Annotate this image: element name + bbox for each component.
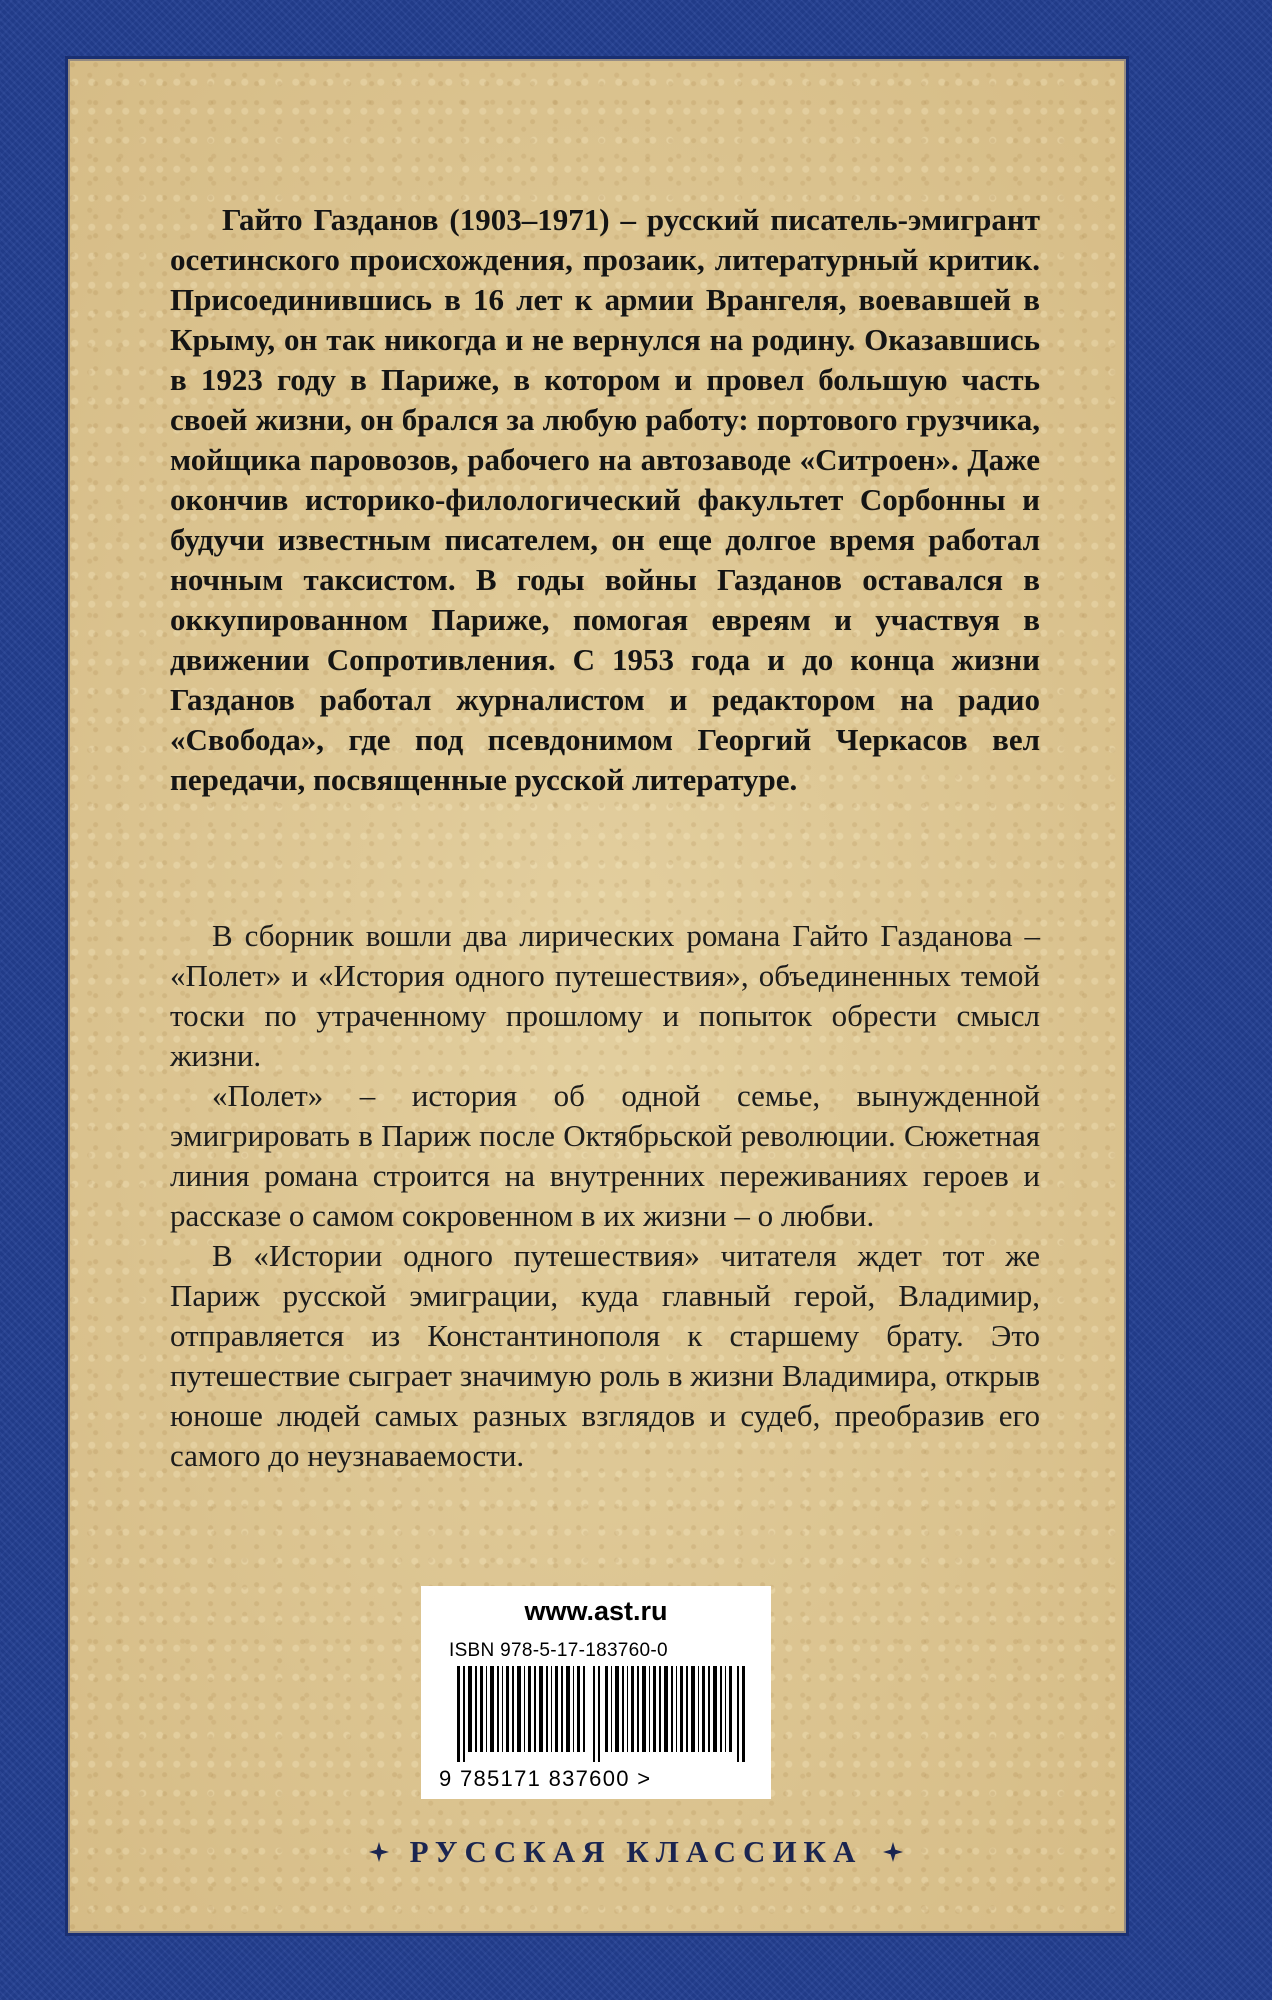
series-title: РУССКАЯ КЛАССИКА [409, 1834, 863, 1869]
author-bio [170, 200, 1040, 800]
series-footer [0, 1834, 1272, 1874]
barcode-image [457, 1666, 747, 1762]
fleuron-icon [882, 1841, 904, 1863]
description-paragraph-1: В сборник вошли два лирических романа Гайто Газданова – «Полет» и «История одного путешествия», объединенных темой тоски по утраченному прошлому и попыток обрести смысл жизни. [170, 918, 1040, 1073]
isbn-number: ISBN 978-5-17-183760-0 [449, 1640, 668, 1661]
description-paragraph-2: «Полет» – история об одной семье, вынужденной эмигрировать в Париж после Октябрьской революции. Сюжетная линия романа строится на внутренних переживаниях героев и рассказе о самом сокровенном в их жизни – о любви. [170, 1078, 1040, 1233]
book-description [170, 916, 1040, 1476]
description-paragraph-3: В «Истории одного путешествия» читателя ждет тот же Париж русской эмиграции, куда главный герой, Владимир, отправляется из Константинополя к старшему брату. Это путешествие сыграет значимую роль в жизни Владимира, открыв юноше людей самых разных взглядов и судеб, преобразив его самого до неузнаваемости. [170, 1238, 1040, 1473]
publisher-website[interactable]: www.ast.ru [524, 1596, 668, 1626]
fleuron-icon [368, 1841, 390, 1863]
isbn-box [421, 1586, 771, 1799]
bio-paragraph: Гайто Газданов (1903–1971) – русский писатель-эмигрант осетинского происхождения, прозаик, литературный критик. Присоединившись в 16 лет к армии Врангеля, воевавшей в Крыму, он так никогда и не вернулся на родину. Оказавшись в 1923 году в Париже, в котором и провел большую часть своей жизни, он брался за любую работу: портового грузчика, мойщика паровозов, рабочего на автозаводе «Ситроен». Даже окончив историко-филологический факультет Сорбонны и будучи известным писателем, он еще долгое время работал ночным таксистом. В годы войны Газданов оставался в оккупированном Париже, помогая евреям и участвуя в движении Сопротивления. С 1953 года и до конца жизни Газданов работал журналистом и редактором на радио «Свобода», где под псевдонимом Георгий Черкасов вел передачи, посвященные русской литературе. [170, 202, 1040, 797]
barcode-digits: 9 785171 837600 > [439, 1766, 652, 1791]
